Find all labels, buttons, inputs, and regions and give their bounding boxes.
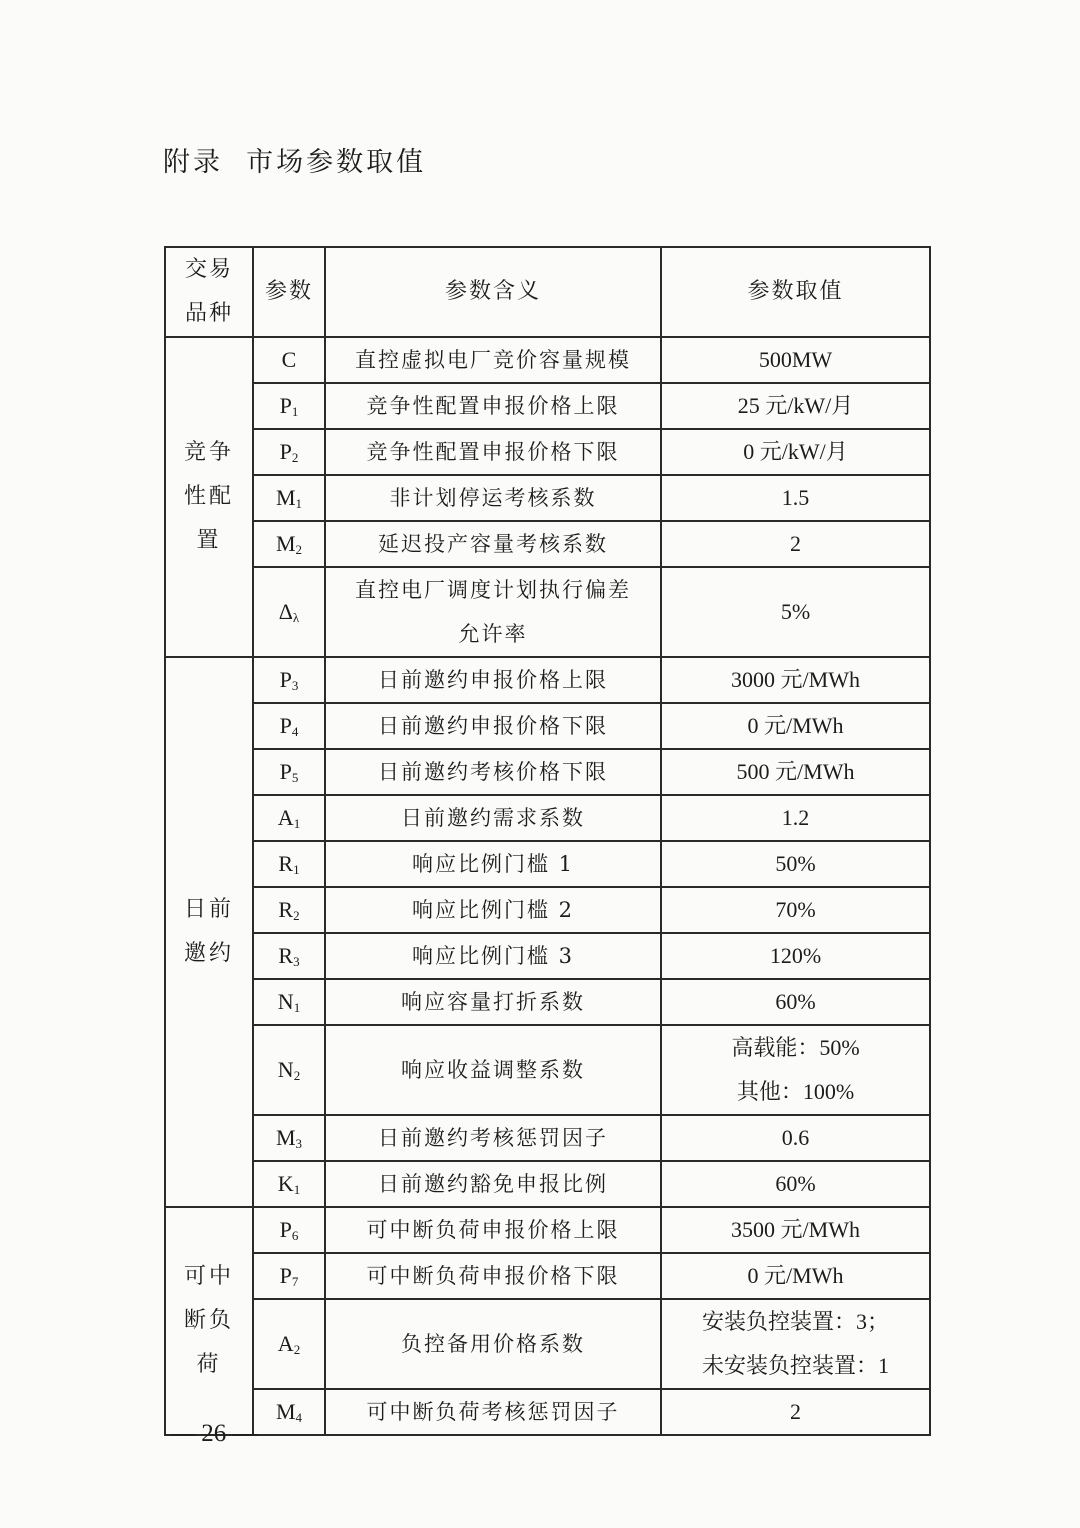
param-value-cell — [661, 703, 930, 749]
param-value: 60% — [775, 1171, 816, 1196]
param-symbol-cell — [253, 475, 325, 521]
param-subscript: 3 — [293, 953, 300, 969]
param-value: 其他：100% — [736, 1079, 855, 1104]
param-value: 500MW — [758, 347, 833, 372]
category-line: 可中 — [183, 1264, 234, 1289]
param-value: 3500 元/MWh — [731, 1217, 860, 1242]
table-row — [165, 475, 930, 521]
param-symbol: N — [277, 988, 294, 1014]
param-meaning-cell — [325, 1207, 661, 1253]
header-category-line: 品种 — [184, 301, 233, 326]
param-meaning: 竞争性配置申报价格下限 — [366, 440, 620, 464]
param-meaning-cell — [325, 703, 661, 749]
param-symbol: K — [277, 1170, 294, 1196]
param-meaning: 直控虚拟电厂竞价容量规模 — [355, 348, 631, 372]
param-symbol-cell — [253, 567, 325, 657]
table-row — [165, 657, 930, 703]
param-symbol-cell — [253, 1115, 325, 1161]
param-value-cell — [661, 567, 930, 657]
param-symbol: R — [278, 850, 294, 876]
param-value-cell — [661, 1207, 930, 1253]
table-row — [165, 887, 930, 933]
param-subscript: 2 — [293, 1067, 301, 1083]
category-line: 邀约 — [183, 941, 234, 966]
param-value-cell — [661, 1161, 930, 1207]
table-row — [165, 1389, 930, 1435]
param-meaning-cell — [325, 429, 661, 475]
param-subscript: 4 — [295, 1409, 303, 1425]
category-cell — [165, 1207, 253, 1435]
param-subscript: 2 — [293, 1341, 301, 1357]
param-value: 2 — [790, 1399, 801, 1424]
param-symbol: P — [279, 438, 292, 464]
param-value: 未安装负控装置：1 — [701, 1353, 889, 1378]
param-symbol: A — [277, 804, 294, 830]
param-meaning: 响应收益调整系数 — [401, 1058, 585, 1082]
market-parameter-table — [164, 246, 931, 1436]
table-row — [165, 841, 930, 887]
param-symbol-cell — [253, 887, 325, 933]
param-subscript: 7 — [291, 1273, 299, 1289]
param-symbol-cell — [253, 1025, 325, 1115]
param-symbol: A — [277, 1330, 294, 1356]
param-value-cell — [661, 475, 930, 521]
category-line: 置 — [196, 528, 222, 553]
param-symbol: P — [279, 712, 292, 738]
param-symbol-cell — [253, 429, 325, 475]
param-meaning-cell — [325, 657, 661, 703]
param-meaning: 日前邀约考核价格下限 — [378, 760, 608, 784]
param-symbol-cell — [253, 1207, 325, 1253]
param-symbol-cell — [253, 383, 325, 429]
param-subscript: 3 — [291, 677, 299, 693]
param-subscript: 1 — [295, 495, 303, 511]
param-meaning: 日前邀约豁免申报比例 — [378, 1172, 608, 1196]
table-row — [165, 1025, 930, 1115]
param-meaning: 允许率 — [458, 622, 528, 646]
param-meaning: 可中断负荷申报价格下限 — [366, 1264, 620, 1288]
param-meaning-cell — [325, 1389, 661, 1435]
param-symbol: P — [279, 392, 292, 418]
header-meaning: 参数含义 — [325, 247, 661, 337]
param-symbol-cell — [253, 1389, 325, 1435]
param-value: 120% — [769, 943, 822, 968]
param-value: 0.6 — [781, 1125, 810, 1150]
param-meaning: 日前邀约申报价格下限 — [378, 714, 608, 738]
param-value-cell — [661, 1389, 930, 1435]
table-row — [165, 383, 930, 429]
param-meaning: 日前邀约需求系数 — [401, 806, 585, 830]
param-symbol-cell — [253, 979, 325, 1025]
param-meaning-cell — [325, 749, 661, 795]
param-meaning-cell — [325, 979, 661, 1025]
param-meaning: 负控备用价格系数 — [401, 1332, 585, 1356]
param-meaning-cell — [325, 1115, 661, 1161]
param-meaning: 直控电厂调度计划执行偏差 — [355, 578, 631, 602]
param-symbol: R — [278, 942, 294, 968]
param-value-cell — [661, 1253, 930, 1299]
category-line: 竞争 — [183, 440, 234, 465]
param-value-cell — [661, 795, 930, 841]
table-row — [165, 1299, 930, 1389]
param-subscript: 4 — [291, 723, 299, 739]
param-value: 0 元/MWh — [747, 713, 844, 738]
category-line: 荷 — [196, 1352, 222, 1377]
param-symbol-cell — [253, 1161, 325, 1207]
header-category — [165, 247, 253, 337]
param-meaning: 响应比例门槛 1 — [411, 852, 575, 876]
param-value-cell — [661, 749, 930, 795]
param-symbol: M — [275, 484, 296, 510]
param-meaning-cell — [325, 1025, 661, 1115]
param-symbol: Δ — [278, 598, 293, 624]
param-symbol-cell — [253, 1253, 325, 1299]
header-category-line: 交易 — [184, 257, 233, 282]
param-subscript: 1 — [293, 1181, 301, 1197]
table-body — [165, 337, 930, 1435]
category-line: 日前 — [183, 897, 234, 922]
param-subscript: 6 — [291, 1227, 299, 1243]
param-subscript: 1 — [291, 403, 299, 419]
category-line: 断负 — [183, 1308, 234, 1333]
param-value: 1.2 — [781, 805, 810, 830]
param-meaning-cell — [325, 1253, 661, 1299]
param-meaning: 响应比例门槛 3 — [411, 944, 575, 968]
param-value: 2 — [790, 531, 801, 556]
param-meaning: 可中断负荷考核惩罚因子 — [366, 1400, 620, 1424]
param-value: 高载能：50% — [731, 1035, 860, 1060]
table-row — [165, 1161, 930, 1207]
param-subscript: 2 — [293, 907, 300, 923]
param-value: 0 元/kW/月 — [743, 439, 848, 464]
category-cell — [165, 657, 253, 1207]
param-value-cell — [661, 657, 930, 703]
param-value-cell — [661, 1025, 930, 1115]
category-cell — [165, 337, 253, 657]
table-row — [165, 1253, 930, 1299]
table-row — [165, 795, 930, 841]
param-value-cell — [661, 383, 930, 429]
param-value-cell — [661, 429, 930, 475]
param-meaning-cell — [325, 567, 661, 657]
param-value: 500 元/MWh — [736, 759, 855, 784]
param-value-cell — [661, 933, 930, 979]
param-symbol: P — [279, 1262, 292, 1288]
param-symbol: P — [279, 758, 292, 784]
table-row — [165, 1207, 930, 1253]
param-subscript: 1 — [293, 861, 300, 877]
param-subscript: 2 — [291, 449, 299, 465]
param-symbol: P — [279, 666, 292, 692]
param-value: 安装负控装置：3； — [701, 1309, 889, 1334]
page-number: — 26 — — [170, 1420, 258, 1447]
param-symbol: P — [279, 1216, 292, 1242]
param-meaning: 日前邀约申报价格上限 — [378, 668, 608, 692]
param-meaning: 竞争性配置申报价格上限 — [366, 394, 620, 418]
table-row — [165, 567, 930, 657]
param-subscript: 3 — [295, 1135, 303, 1151]
param-value-cell — [661, 979, 930, 1025]
param-subscript: 1 — [293, 815, 301, 831]
param-value: 1.5 — [781, 485, 810, 510]
header-param: 参数 — [253, 247, 325, 337]
param-value: 25 元/kW/月 — [737, 393, 854, 418]
param-symbol: M — [275, 1398, 296, 1424]
param-value-cell — [661, 841, 930, 887]
param-symbol-cell — [253, 749, 325, 795]
param-symbol: C — [281, 347, 297, 372]
table-row — [165, 703, 930, 749]
param-subscript: 1 — [293, 999, 301, 1015]
param-meaning-cell — [325, 1299, 661, 1389]
param-symbol-cell — [253, 841, 325, 887]
table-row — [165, 521, 930, 567]
param-value: 3000 元/MWh — [731, 667, 860, 692]
param-meaning-cell — [325, 475, 661, 521]
param-meaning: 可中断负荷申报价格上限 — [366, 1218, 620, 1242]
param-symbol-cell — [253, 337, 325, 383]
param-meaning-cell — [325, 795, 661, 841]
param-meaning-cell — [325, 337, 661, 383]
param-meaning-cell — [325, 841, 661, 887]
param-symbol-cell — [253, 933, 325, 979]
table-row — [165, 429, 930, 475]
param-meaning: 延迟投产容量考核系数 — [378, 532, 608, 556]
param-value: 60% — [775, 989, 816, 1014]
table-row — [165, 749, 930, 795]
param-value-cell — [661, 1299, 930, 1389]
table-row — [165, 337, 930, 383]
param-value-cell — [661, 521, 930, 567]
param-symbol-cell — [253, 795, 325, 841]
header-value: 参数取值 — [661, 247, 930, 337]
table-row — [165, 979, 930, 1025]
param-value: 70% — [775, 897, 816, 922]
table-row — [165, 1115, 930, 1161]
param-subscript: 5 — [291, 769, 299, 785]
param-symbol: R — [278, 896, 294, 922]
param-value: 50% — [775, 851, 816, 876]
param-value: 5% — [780, 599, 811, 624]
param-meaning-cell — [325, 887, 661, 933]
category-line: 性配 — [183, 484, 234, 509]
param-meaning-cell — [325, 383, 661, 429]
param-meaning: 响应比例门槛 2 — [411, 898, 575, 922]
param-symbol-cell — [253, 1299, 325, 1389]
table-row — [165, 933, 930, 979]
param-meaning-cell — [325, 933, 661, 979]
param-meaning: 非计划停运考核系数 — [389, 486, 597, 510]
param-value-cell — [661, 1115, 930, 1161]
param-meaning: 日前邀约考核惩罚因子 — [378, 1126, 608, 1150]
table-header-row — [165, 247, 930, 337]
param-symbol: M — [275, 1124, 296, 1150]
param-symbol-cell — [253, 703, 325, 749]
appendix-title: 附录 市场参数取值 — [163, 147, 427, 178]
param-symbol-cell — [253, 521, 325, 567]
param-value-cell — [661, 887, 930, 933]
param-meaning-cell — [325, 1161, 661, 1207]
param-subscript: λ — [292, 609, 300, 625]
param-symbol-cell — [253, 657, 325, 703]
param-symbol: M — [275, 530, 296, 556]
param-value-cell — [661, 337, 930, 383]
param-subscript: 2 — [295, 541, 303, 557]
param-symbol: N — [277, 1056, 294, 1082]
param-meaning: 响应容量打折系数 — [401, 990, 585, 1014]
param-meaning-cell — [325, 521, 661, 567]
param-value: 0 元/MWh — [747, 1263, 844, 1288]
